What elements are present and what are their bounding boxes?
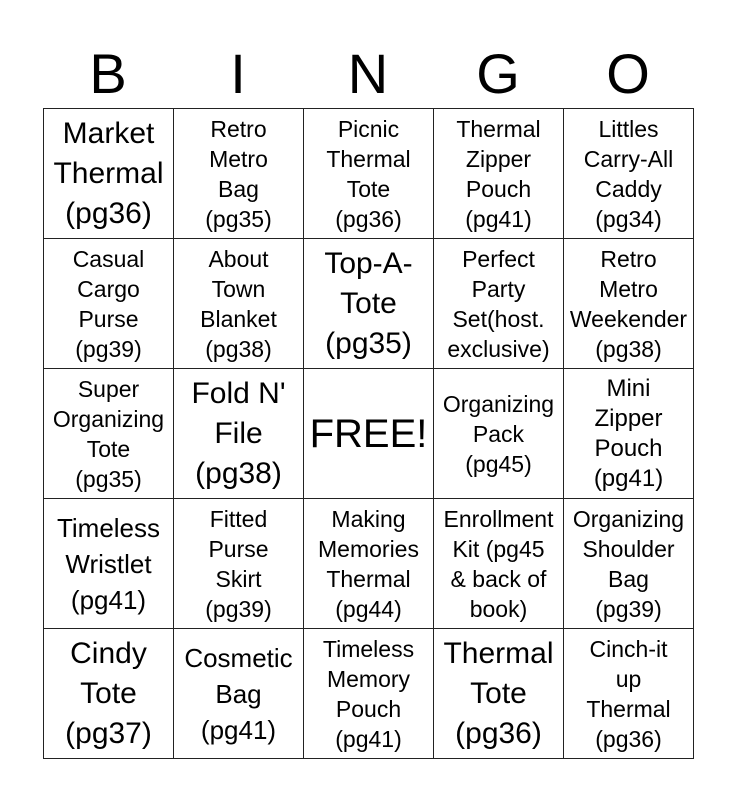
header-letter-i: I	[230, 42, 246, 105]
bingo-cell[interactable]: Retro Metro Weekender (pg38)	[564, 239, 694, 369]
bingo-cell[interactable]: Cinch-it up Thermal (pg36)	[564, 629, 694, 759]
bingo-cell[interactable]: Casual Cargo Purse (pg39)	[44, 239, 174, 369]
bingo-cell[interactable]: Littles Carry-All Caddy (pg34)	[564, 109, 694, 239]
bingo-cell[interactable]: Picnic Thermal Tote (pg36)	[304, 109, 434, 239]
bingo-cell[interactable]: Market Thermal (pg36)	[44, 109, 174, 239]
header-letter-b: B	[89, 42, 127, 105]
bingo-cell[interactable]: Mini Zipper Pouch (pg41)	[564, 369, 694, 499]
bingo-cell[interactable]: Thermal Tote (pg36)	[434, 629, 564, 759]
bingo-cell[interactable]: Super Organizing Tote (pg35)	[44, 369, 174, 499]
bingo-cell[interactable]: Retro Metro Bag (pg35)	[174, 109, 304, 239]
bingo-cell[interactable]: Timeless Memory Pouch (pg41)	[304, 629, 434, 759]
bingo-grid	[43, 108, 694, 759]
bingo-cell[interactable]: Top-A- Tote (pg35)	[304, 239, 434, 369]
bingo-cell[interactable]: Fitted Purse Skirt (pg39)	[174, 499, 304, 629]
bingo-cell[interactable]: Organizing Shoulder Bag (pg39)	[564, 499, 694, 629]
grid-row	[44, 629, 694, 759]
grid-row	[44, 369, 694, 499]
bingo-cell[interactable]: Cosmetic Bag (pg41)	[174, 629, 304, 759]
bingo-cell[interactable]: Making Memories Thermal (pg44)	[304, 499, 434, 629]
header-letter-n: N	[347, 42, 389, 105]
bingo-cell[interactable]: Cindy Tote (pg37)	[44, 629, 174, 759]
bingo-header	[43, 40, 693, 108]
bingo-cell[interactable]: Enrollment Kit (pg45 & back of book)	[434, 499, 564, 629]
free-space-cell[interactable]: FREE!	[304, 369, 434, 499]
header-letter-o: O	[606, 42, 650, 105]
bingo-cell[interactable]: Thermal Zipper Pouch (pg41)	[434, 109, 564, 239]
grid-row	[44, 239, 694, 369]
bingo-cell[interactable]: Timeless Wristlet (pg41)	[44, 499, 174, 629]
bingo-cell[interactable]: Organizing Pack (pg45)	[434, 369, 564, 499]
grid-row	[44, 109, 694, 239]
header-letter-g: G	[476, 42, 520, 105]
bingo-cell[interactable]: Fold N' File (pg38)	[174, 369, 304, 499]
bingo-cell[interactable]: About Town Blanket (pg38)	[174, 239, 304, 369]
grid-row	[44, 499, 694, 629]
bingo-cell[interactable]: Perfect Party Set(host. exclusive)	[434, 239, 564, 369]
